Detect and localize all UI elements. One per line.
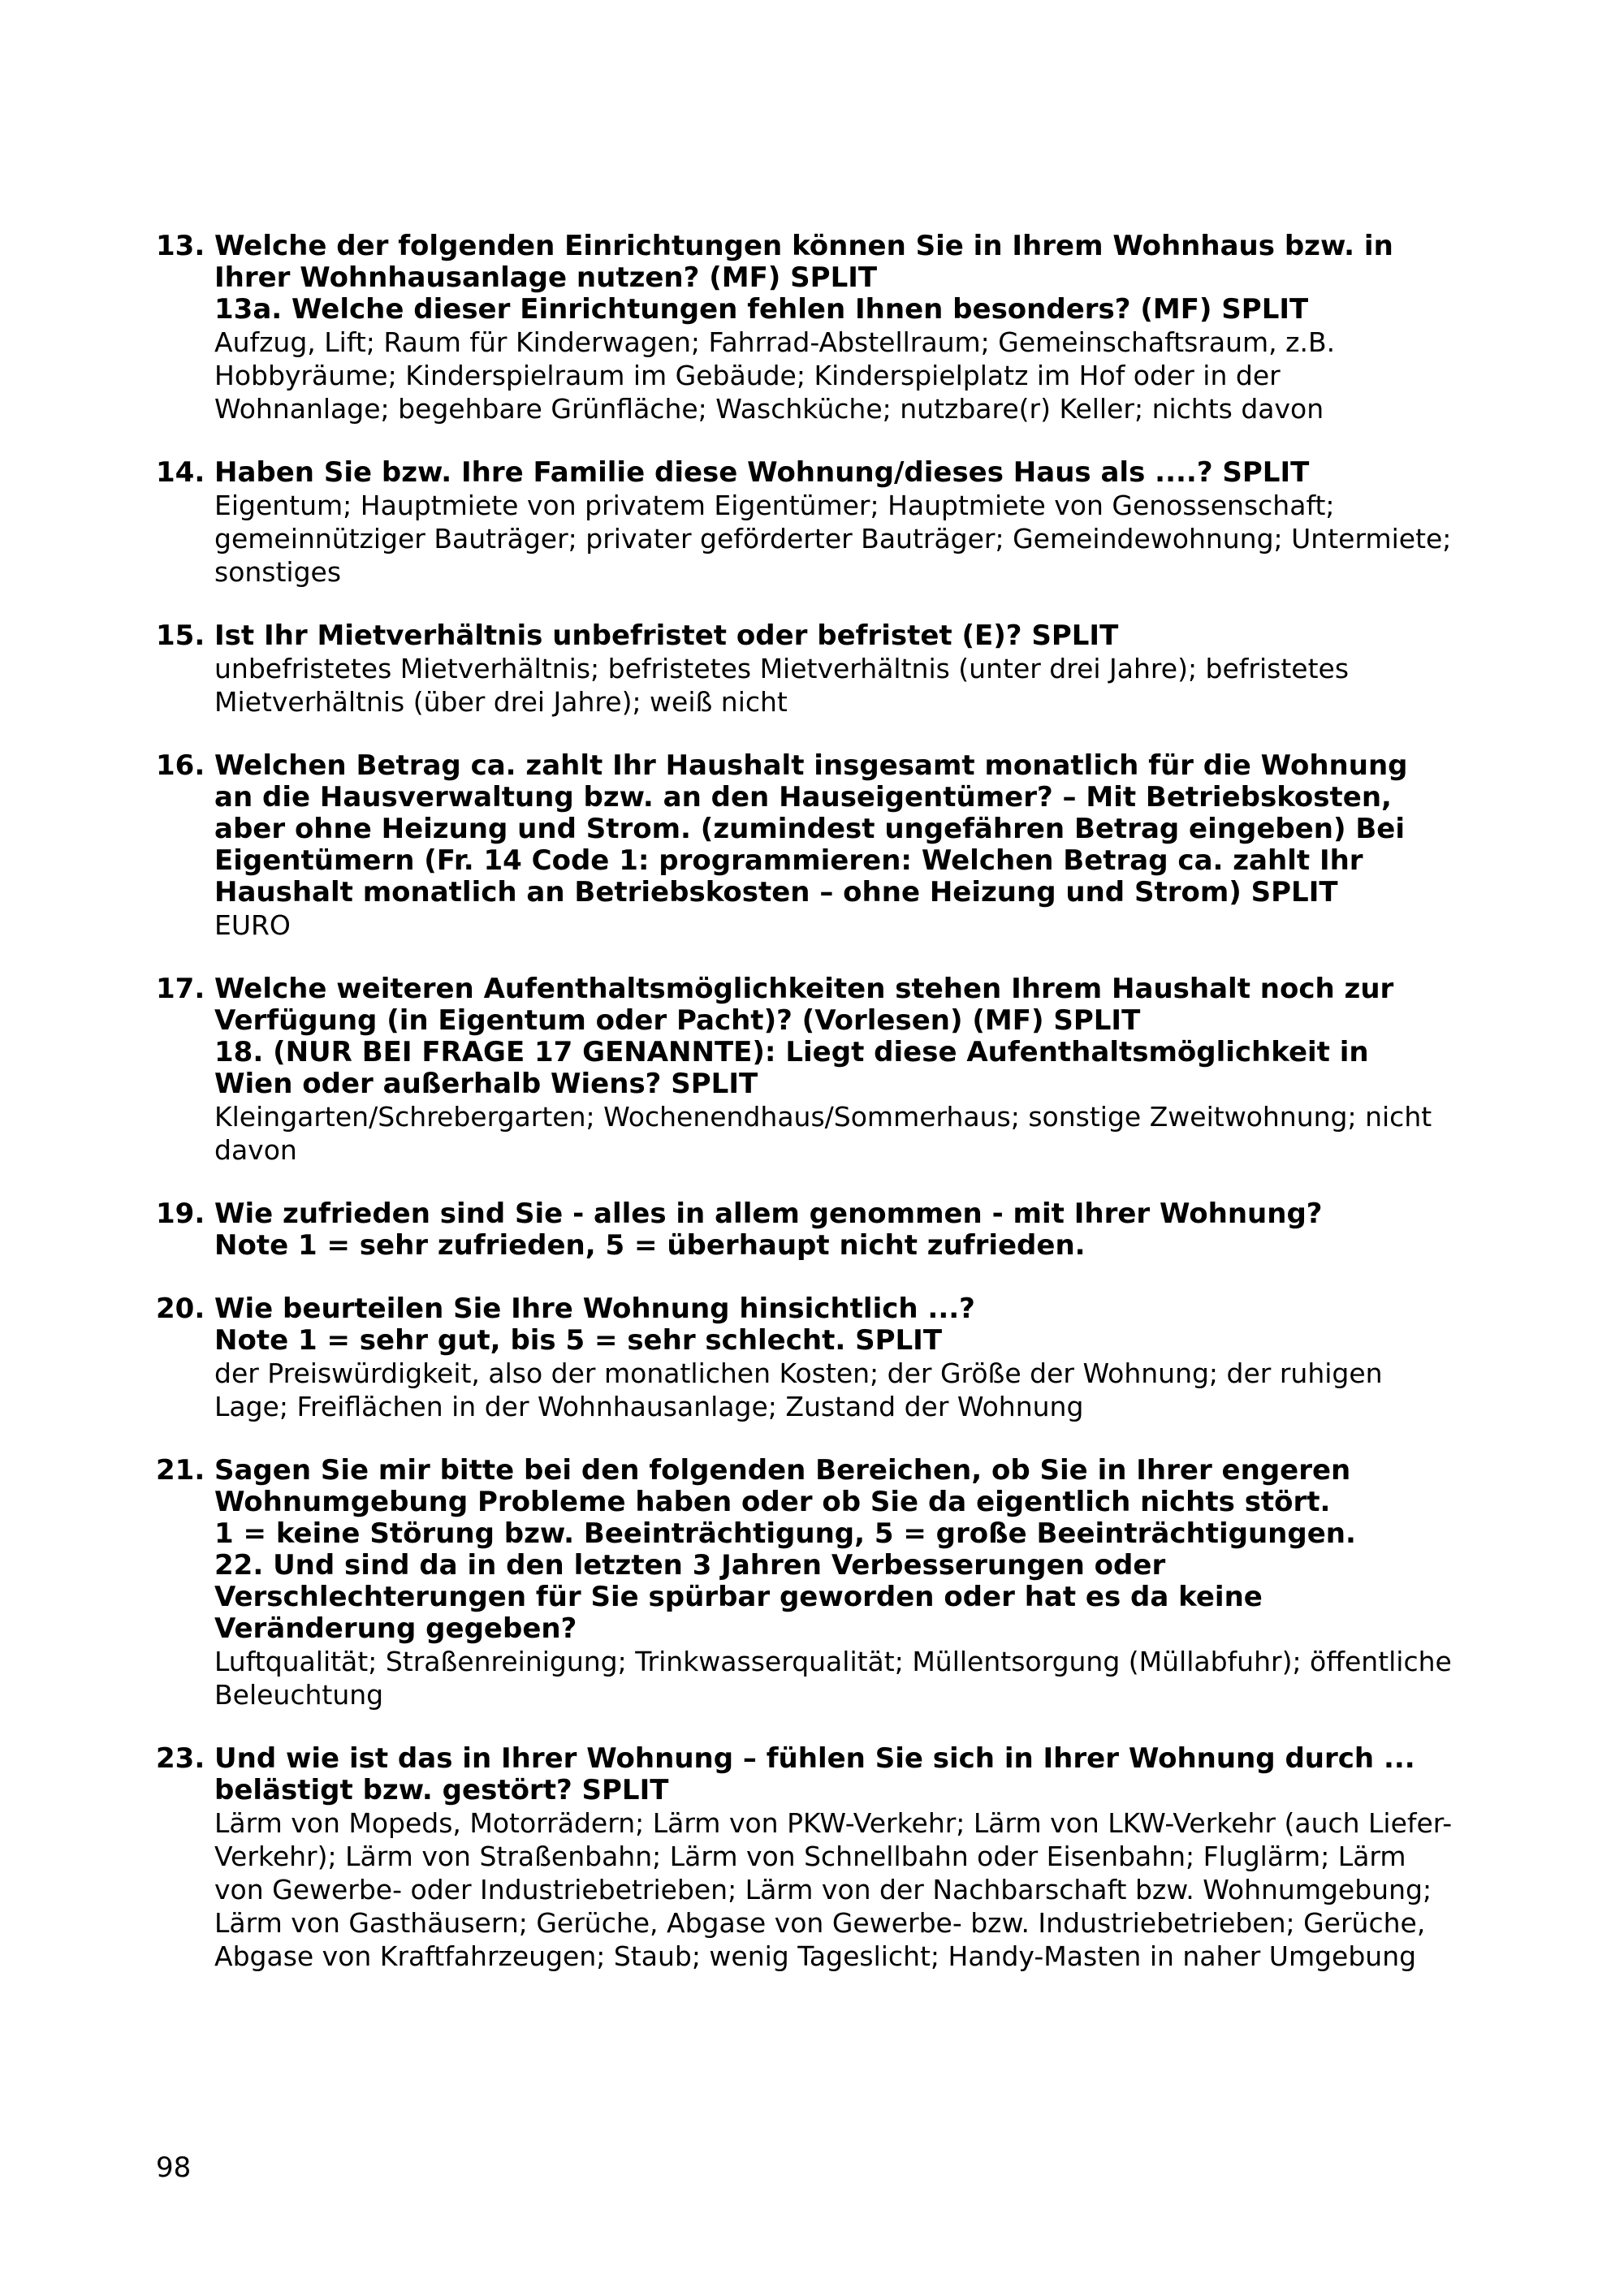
question-number: 17. <box>156 973 205 1005</box>
answer-options: Eigentum; Hauptmiete von privatem Eigentümer; Hauptmiete von Genossenschaft; gemeinnütziger Bauträger; privater geförderter Bauträger; Gemeindewohnung; Untermiete; sonstiges <box>214 490 1452 588</box>
question-body <box>214 750 1455 942</box>
question-text: Ist Ihr Mietverhältnis unbefristet oder befristet (E)? SPLIT <box>214 619 1119 652</box>
question-14 <box>156 457 1455 589</box>
question-text: Welchen Betrag ca. zahlt Ihr Haushalt insgesamt monatlich für die Wohnung an die Hausverwaltung bzw. an den Hauseigentümer? – Mit Betriebskosten, aber ohne Heizung und Strom. (zumindest ungefähren Betrag eingeben) Bei Eigentümern (Fr. 14 Code 1: programmieren: Welchen Betrag ca. zahlt Ihr Haushalt monatlich an Betriebskosten – ohne Heizung und Strom) SPLIT <box>214 749 1408 908</box>
question-number: 23. <box>156 1742 205 1775</box>
question-13 <box>156 231 1455 425</box>
question-body <box>214 457 1455 589</box>
question-number: 21. <box>156 1454 205 1487</box>
answer-options: Luftqualität; Straßenreinigung; Trinkwasserqualität; Müllentsorgung (Müllabfuhr); öffentliche Beleuchtung <box>214 1646 1452 1711</box>
question-20 <box>156 1293 1455 1423</box>
question-body <box>214 1198 1455 1262</box>
question-body <box>214 1455 1455 1711</box>
question-16 <box>156 750 1455 942</box>
question-body <box>214 231 1455 425</box>
question-number: 13. <box>156 230 205 262</box>
question-text: Welche weiteren Aufenthaltsmöglichkeiten stehen Ihrem Haushalt noch zur Verfügung (in Eigentum oder Pacht)? (Vorlesen) (MF) SPLIT <box>214 973 1394 1037</box>
question-body <box>214 620 1455 719</box>
answer-options: Lärm von Mopeds, Motorrädern; Lärm von PKW-Verkehr; Lärm von LKW-Verkehr (auch Liefer-Verkehr); Lärm von Straßenbahn; Lärm von Schnellbahn oder Eisenbahn; Fluglärm; Lärm von Gewerbe- oder Industriebetrieben; Lärm von der Nachbarschaft bzw. Wohnumgebung; Lärm von Gasthäusern; Gerüche, Abgase von Gewerbe- bzw. Industriebetrieben; Gerüche, Abgase von Kraftfahrzeugen; Staub; wenig Tageslicht; Handy-Masten in naher Umgebung <box>214 1807 1453 1972</box>
sub-question: 13a. Welche dieser Einrichtungen fehlen Ihnen besonders? (MF) SPLIT <box>214 293 1309 326</box>
question-17 <box>156 973 1455 1167</box>
rating-scale: Note 1 = sehr zufrieden, 5 = überhaupt nicht zufrieden. <box>214 1229 1086 1262</box>
question-body <box>214 973 1455 1167</box>
question-body <box>214 1743 1455 1973</box>
question-number: 16. <box>156 749 205 782</box>
rating-scale: 1 = keine Störung bzw. Beeinträchtigung, 5 = große Beeinträchtigungen. <box>214 1517 1356 1550</box>
question-text: Sagen Sie mir bitte bei den folgenden Bereichen, ob Sie in Ihrer engeren Wohnumgebung Probleme haben oder ob Sie da eigentlich nichts stört. <box>214 1454 1351 1518</box>
question-number: 14. <box>156 456 205 489</box>
question-text: Wie zufrieden sind Sie - alles in allem genommen - mit Ihrer Wohnung? <box>214 1198 1323 1230</box>
sub-question: 18. (NUR BEI FRAGE 17 GENANNTE): Liegt diese Aufenthaltsmöglichkeit in Wien oder außerhalb Wiens? SPLIT <box>214 1036 1369 1100</box>
question-text: Welche der folgenden Einrichtungen können Sie in Ihrem Wohnhaus bzw. in Ihrer Wohnhausanlage nutzen? (MF) SPLIT <box>214 230 1393 294</box>
answer-options: EURO <box>214 909 291 941</box>
question-number: 19. <box>156 1198 205 1230</box>
answer-options: der Preiswürdigkeit, also der monatlichen Kosten; der Größe der Wohnung; der ruhigen Lage; Freiflächen in der Wohnhausanlage; Zustand der Wohnung <box>214 1357 1383 1422</box>
question-number: 20. <box>156 1293 205 1325</box>
rating-scale: Note 1 = sehr gut, bis 5 = sehr schlecht. SPLIT <box>214 1324 943 1357</box>
question-number: 15. <box>156 619 205 652</box>
question-19 <box>156 1198 1455 1262</box>
question-23 <box>156 1743 1455 1973</box>
answer-options: Aufzug, Lift; Raum für Kinderwagen; Fahrrad-Abstellraum; Gemeinschaftsraum, z.B. Hobbyräume; Kinderspielraum im Gebäude; Kinderspielplatz im Hof oder in der Wohnanlage; begehbare Grünfläche; Waschküche; nutzbare(r) Keller; nichts davon <box>214 326 1336 425</box>
answer-options: Kleingarten/Schrebergarten; Wochenendhaus/Sommerhaus; sonstige Zweitwohnung; nicht davon <box>214 1101 1432 1166</box>
question-text: Haben Sie bzw. Ihre Familie diese Wohnung/dieses Haus als ....? SPLIT <box>214 456 1310 489</box>
sub-question: 22. Und sind da in den letzten 3 Jahren Verbesserungen oder Verschlechterungen für Sie spürbar geworden oder hat es da keine Veränderung gegeben? <box>214 1549 1263 1645</box>
page-number: 98 <box>156 2151 192 2184</box>
question-15 <box>156 620 1455 719</box>
questionnaire-content <box>156 231 1455 2005</box>
question-text: Und wie ist das in Ihrer Wohnung – fühlen Sie sich in Ihrer Wohnung durch ... belästigt bzw. gestört? SPLIT <box>214 1742 1415 1806</box>
question-body <box>214 1293 1455 1423</box>
answer-options: unbefristetes Mietverhältnis; befristetes Mietverhältnis (unter drei Jahre); befristetes Mietverhältnis (über drei Jahre); weiß nicht <box>214 653 1350 718</box>
question-21 <box>156 1455 1455 1711</box>
question-text: Wie beurteilen Sie Ihre Wohnung hinsichtlich ...? <box>214 1293 975 1325</box>
